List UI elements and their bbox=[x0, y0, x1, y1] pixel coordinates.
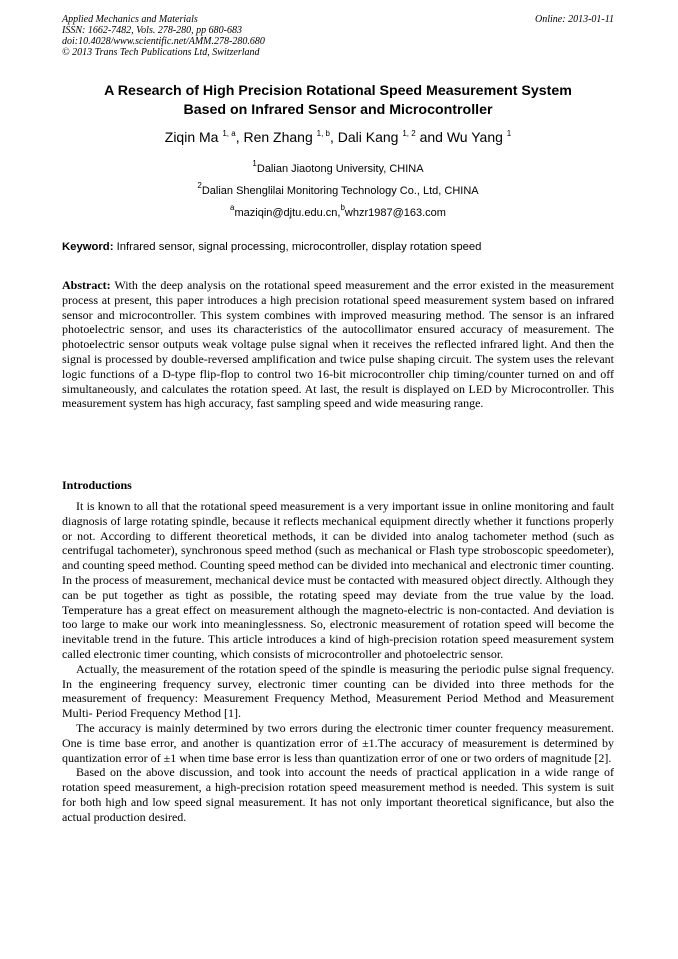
paragraph: Based on the above discussion, and took into account the needs of practical application in a wide range of rotation speed measurement, a high-precision rotation speed measurement method is needed. This system is suit for both high and low speed signal measurement. It has not only important theoretical significance, but also the actual production desired. bbox=[62, 765, 614, 824]
paragraph: Actually, the measurement of the rotation speed of the spindle is measuring the periodic pulse signal frequency. In the engineering frequency survey, electronic timer counting can be divided into three methods for the measurement of frequency: Measurement Frequency Method, Measurement Period Method and Measurement Multi- Period Frequency Method [1]. bbox=[62, 661, 614, 721]
abstract-label: Abstract: bbox=[62, 278, 111, 292]
keywords bbox=[62, 241, 614, 253]
paragraph: It is known to all that the rotational speed measurement is a very important issue in online monitoring and fault diagnosis of large rotating spindle, because it reflects mechanical equipment directly whether it functions properly or not. According to different theoretical methods, it can be divided into analog tachometer method (such as centrifugal tachometer), synchronous speed method (such as mechanical or Flash type stroboscopic speedometer), and counting speed method. Counting speed method can be divided into mechanical and electronic timer counting. In the process of measurement, mechanical device must be contacted with measured object directly. Although they can be put together as tight as possible, the rotating speed may deviate from the true value by the load. Temperature has a great effect on measurement although the magneto-electric is non-contacted. And deviation is too large to make our work into meaninglessness. So, electronic measurement of rotation speed will become the inevitable trend in the future. This article introduces a kind of high-precision rotation speed measurement system called electronic timer counting, which consists of microcontroller and photoelectric sensor. bbox=[62, 499, 614, 661]
author-affil-marker: 1 bbox=[506, 129, 512, 138]
journal-name: Applied Mechanics and Materials bbox=[62, 14, 198, 25]
issn-line: ISSN: 1662-7482, Vols. 278-280, pp 680-683 bbox=[62, 25, 242, 36]
affiliation-text: Dalian Jiaotong University, CHINA bbox=[256, 163, 424, 175]
title-line-2: Based on Infrared Sensor and Microcontroller bbox=[183, 102, 493, 118]
paper-title bbox=[62, 82, 614, 120]
keywords-text: Infrared sensor, signal processing, microcontroller, display rotation speed bbox=[116, 241, 482, 253]
abstract-text: With the deep analysis on the rotational speed measurement and the error existed in the measurement process at present, this paper introduces a high precision rotational speed measurement system based on infrared sensor and microcontroller. This system combines with improved measuring method. The sensor is an infrared photoelectric sensor, and uses its characteristics of the autocollimator ensured accuracy of measurement. The photoelectric sensor outputs weak voltage pulse signal when it receives the reflected infrared light. And then the signal is processed by double-reversed amplification and twice pulse shaping circuit. The system uses the relevant logic functions of a D-type flip-flop to control two 16-bit microcontroller chip timing/counter turned on and off simultaneously, and calculates the rotation speed. At last, the result is displayed on LED by Microcontroller. This measurement system has high accuracy, fast sampling speed and wide measuring range. bbox=[62, 278, 614, 411]
keywords-label: Keyword: bbox=[62, 241, 114, 253]
author-affil-marker: 1, a bbox=[222, 129, 236, 138]
author-name: Dali Kang bbox=[337, 129, 399, 145]
affiliation-marker: 1 bbox=[252, 159, 257, 168]
author-list bbox=[62, 129, 614, 145]
author-emails bbox=[62, 203, 614, 219]
affiliation-text: Dalian Shenglilai Monitoring Technology Co., Ltd, CHINA bbox=[201, 185, 479, 197]
online-date: Online: 2013-01-11 bbox=[535, 14, 614, 25]
affiliation-2 bbox=[62, 181, 614, 197]
author-name: Ziqin Ma bbox=[164, 129, 219, 145]
author-separator: , bbox=[235, 129, 244, 145]
paragraph: The accuracy is mainly determined by two errors during the electronic timer counter frequency measurement. One is time base error, and another is quantization error of ±1.The accuracy of measurement is determined by quantization error of ±1 when time base error is less than quantization error of one or two orders of magnitude [2]. bbox=[62, 720, 614, 765]
section-heading-introductions: Introductions bbox=[62, 478, 132, 492]
abstract bbox=[62, 278, 614, 411]
author-affil-marker: 1, b bbox=[316, 129, 330, 138]
email-link[interactable]: whzr1987@163.com bbox=[344, 207, 446, 219]
affiliation-marker: 2 bbox=[197, 181, 202, 190]
author-separator: and bbox=[415, 129, 447, 145]
author-name: Wu Yang bbox=[446, 129, 503, 145]
affiliation-1 bbox=[62, 159, 614, 175]
journal-header bbox=[62, 14, 614, 58]
email-link[interactable]: maziqin@djtu.edu.cn, bbox=[234, 207, 341, 219]
title-line-1: A Research of High Precision Rotational Speed Measurement System bbox=[104, 83, 572, 99]
email-marker: b bbox=[340, 203, 345, 212]
author-separator: , bbox=[329, 129, 338, 145]
email-marker: a bbox=[230, 203, 235, 212]
doi-line: doi:10.4028/www.scientific.net/AMM.278-280.680 bbox=[62, 36, 265, 47]
introduction-body bbox=[62, 499, 614, 825]
author-affil-marker: 1, 2 bbox=[402, 129, 416, 138]
author-name: Ren Zhang bbox=[243, 129, 313, 145]
copyright-line: © 2013 Trans Tech Publications Ltd, Switzerland bbox=[62, 47, 260, 58]
